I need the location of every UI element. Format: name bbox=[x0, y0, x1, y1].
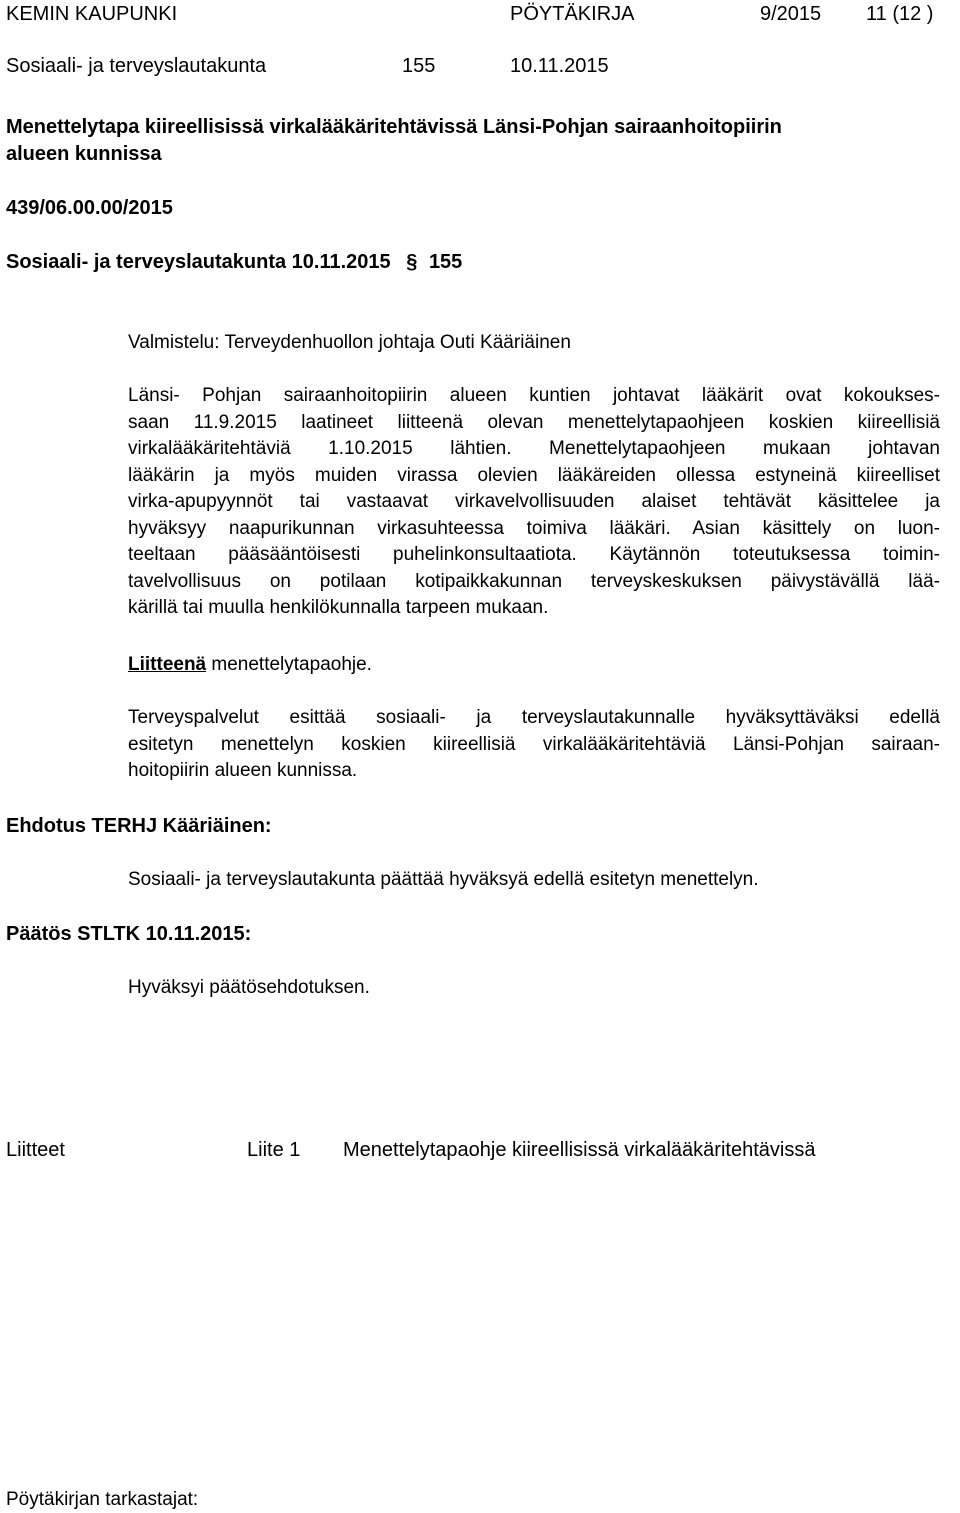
body-line: saan 11.9.2015 laatineet liitteenä olevan menettelytapaohjeen koskien kiireellisiä bbox=[128, 411, 940, 433]
body-line: lääkärin ja myös muiden virassa olevien lääkäreiden ollessa estyneinä kiireelliset bbox=[128, 464, 940, 486]
body-line: virka-apupyynnöt tai vastaavat virkavelvollisuuden alaiset tehtävät käsittelee ja bbox=[128, 491, 940, 512]
page-number: 11 (12 ) bbox=[866, 3, 934, 25]
section-sign: § bbox=[406, 251, 418, 273]
proposal-line: hoitopiirin alueen kunnissa. bbox=[128, 760, 358, 781]
body-line: tavelvollisuus on potilaan kotipaikkakunnan terveyskeskuksen päivystävällä lää- bbox=[128, 570, 940, 592]
proposal-paragraph bbox=[128, 705, 940, 785]
body-line: kärillä tai muulla henkilökunnalla tarpeen mukaan. bbox=[128, 597, 549, 618]
body-line: Länsi- Pohjan sairaanhoitopiirin alueen kuntien johtavat lääkärit ovat kokoukses- bbox=[128, 385, 940, 406]
header-date: 10.11.2015 bbox=[510, 55, 609, 77]
attachment-note bbox=[128, 652, 372, 678]
decision-text: Hyväksyi päätösehdotuksen. bbox=[128, 977, 370, 998]
body-line: hyväksyy naapurikunnan virkasuhteessa toimiva lääkäri. Asian käsittely on luon- bbox=[128, 517, 940, 539]
meeting-reference bbox=[6, 249, 462, 275]
proposal-line: Terveyspalvelut esittää sosiaali- ja terveyslautakunnalle hyväksyttäväksi edellä bbox=[128, 707, 940, 728]
header-section: 155 bbox=[402, 55, 436, 77]
doc-number: 9/2015 bbox=[760, 3, 822, 25]
decision-heading: Päätös STLTK 10.11.2015: bbox=[6, 923, 252, 945]
attachment-link[interactable]: Liitteenä bbox=[128, 654, 207, 675]
attachment-title: Menettelytapaohje kiireellisissä virkalääkäritehtävissä bbox=[343, 1139, 816, 1161]
org-name: KEMIN KAUPUNKI bbox=[6, 3, 178, 25]
proposal-line: esitetyn menettelyn koskien kiireellisiä virkalääkäritehtäviä Länsi-Pohjan sairaan- bbox=[128, 733, 940, 755]
preparation-line: Valmistelu: Terveydenhuollon johtaja Outi Kääriäinen bbox=[128, 332, 571, 353]
attachments-label: Liitteet bbox=[6, 1139, 65, 1161]
attachment-note-text: menettelytapaohje. bbox=[206, 654, 372, 675]
header-committee: Sosiaali- ja terveyslautakunta bbox=[6, 55, 267, 77]
proposal-text: Sosiaali- ja terveyslautakunta päättää hyväksyä edellä esitetyn menettelyn. bbox=[128, 869, 759, 890]
record-number: 439/06.00.00/2015 bbox=[6, 197, 173, 219]
page-title-line-2: alueen kunnissa bbox=[6, 143, 162, 165]
body-paragraph bbox=[128, 383, 940, 622]
body-line: virkalääkäritehtäviä 1.10.2015 lähtien. Menettelytapaohjeen mukaan johtavan bbox=[128, 438, 940, 459]
proposal-heading: Ehdotus TERHJ Kääriäinen: bbox=[6, 815, 272, 837]
body-line: teeltaan pääsääntöisesti puhelinkonsultaatiota. Käytännön toteutuksessa toimin- bbox=[128, 544, 940, 565]
page-title-line-1: Menettelytapa kiireellisissä virkalääkäritehtävissä Länsi-Pohjan sairaanhoitopiirin bbox=[6, 116, 782, 138]
meeting-committee-date: Sosiaali- ja terveyslautakunta 10.11.2015 bbox=[6, 251, 391, 273]
doc-type: PÖYTÄKIRJA bbox=[510, 3, 635, 25]
attachment-id: Liite 1 bbox=[247, 1139, 301, 1161]
meeting-section: 155 bbox=[428, 251, 463, 273]
reviewers-label: Pöytäkirjan tarkastajat: bbox=[6, 1489, 199, 1510]
